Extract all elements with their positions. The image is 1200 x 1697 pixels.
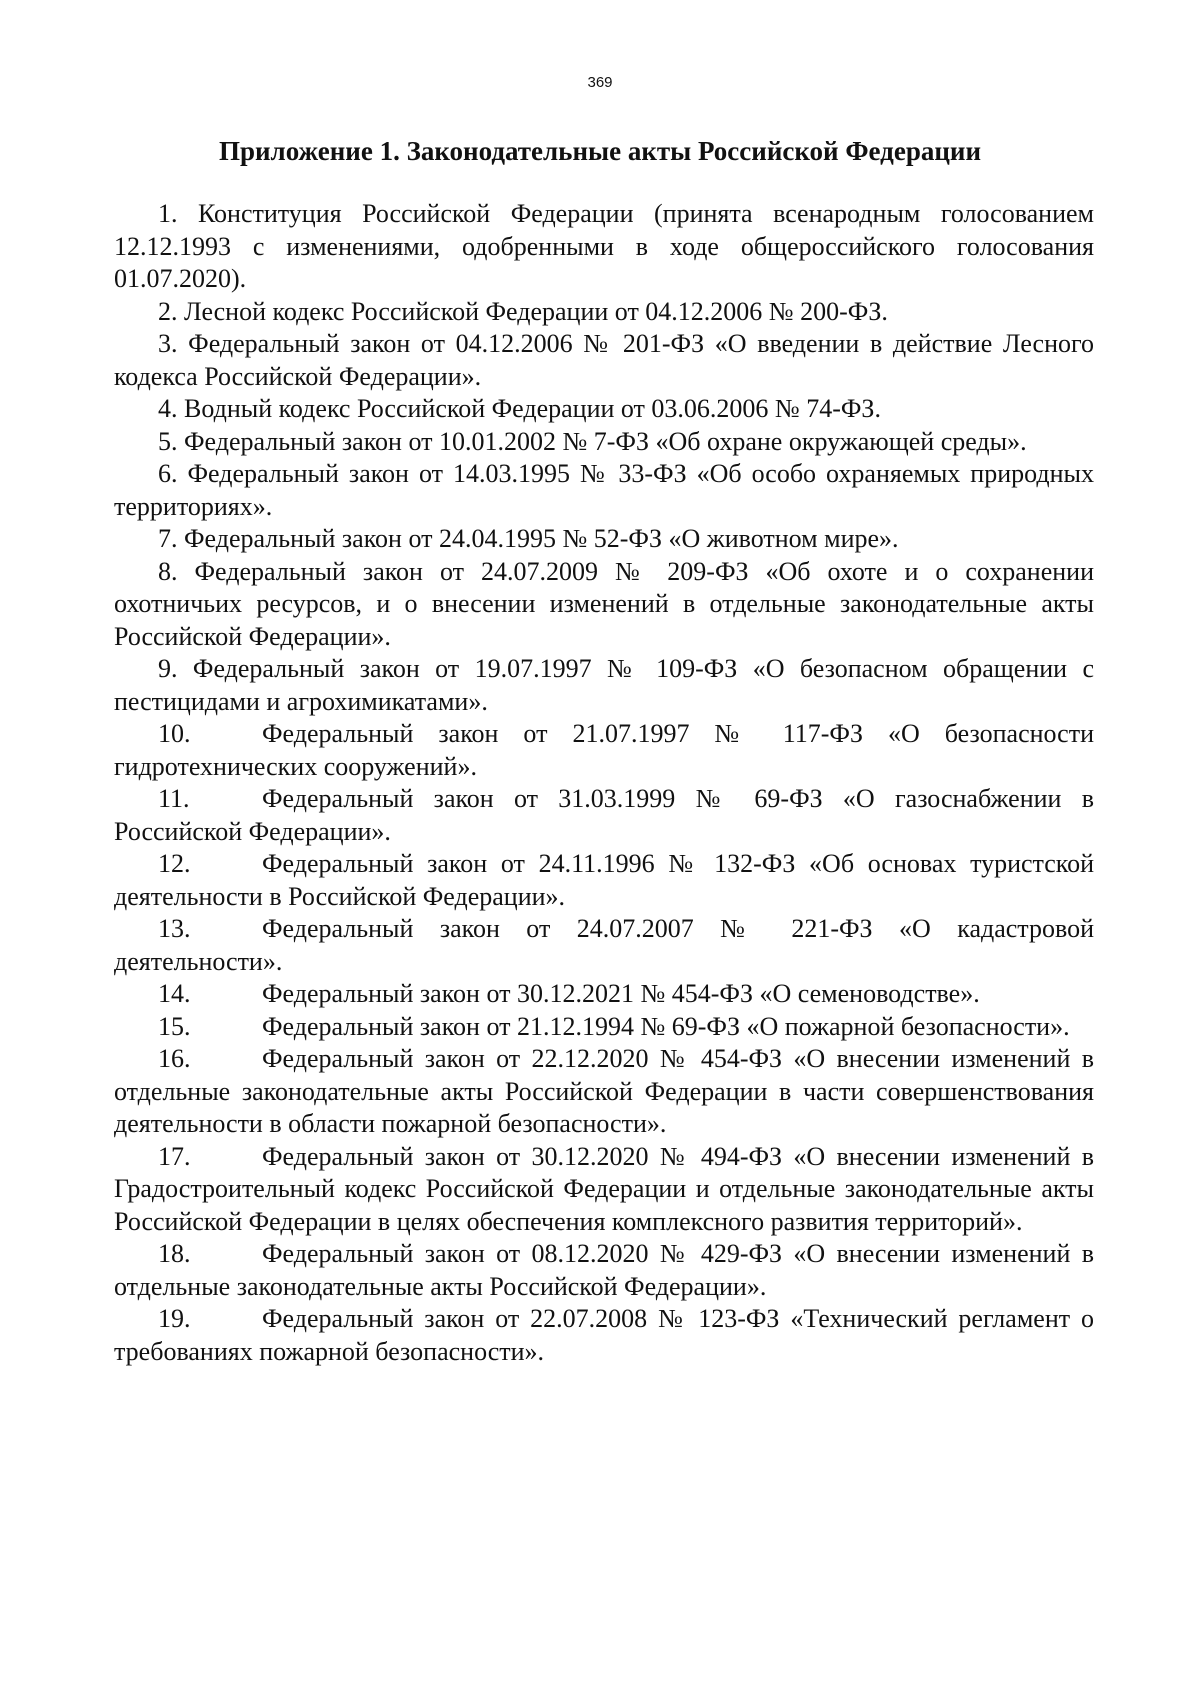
item-number: 3. <box>158 329 178 358</box>
item-text: Федеральный закон от 22.07.2008 № 123-ФЗ «Технический регламент о требованиях пожарной безопасности». <box>114 1304 1094 1366</box>
list-item <box>114 978 1094 1011</box>
item-number: 10. <box>158 719 191 748</box>
list-item <box>114 458 1094 523</box>
item-number: 12. <box>158 849 191 878</box>
list-item <box>114 198 1094 296</box>
item-number: 5. <box>158 426 178 456</box>
item-number: 14. <box>158 979 191 1008</box>
item-text: Федеральный закон от 14.03.1995 № 33-ФЗ «Об особо охраняемых природных территориях». <box>114 459 1094 521</box>
item-number: 13. <box>158 914 191 943</box>
item-text: Водный кодекс Российской Федерации от 03.06.2006 № 74-ФЗ. <box>184 394 881 423</box>
item-number: 18. <box>158 1239 191 1268</box>
item-text: Федеральный закон от 31.03.1999 № 69-ФЗ «О газоснабжении в Российской Федерации». <box>114 784 1094 846</box>
item-text: Конституция Российской Федерации (принята всенародным голосованием 12.12.1993 с изменениями, одобренными в ходе общероссийского голосования 01.07.2020). <box>114 199 1094 293</box>
item-number: 9. <box>158 654 178 683</box>
item-text: Федеральный закон от 24.07.2009 № 209-ФЗ «Об охоте и о сохранении охотничьих ресурсов, и о внесении изменений в отдельные законодательные акты Российской Федерации». <box>114 556 1095 651</box>
item-text: Федеральный закон от 30.12.2021 № 454-ФЗ «О семеноводстве». <box>262 979 980 1008</box>
list-item <box>114 1238 1094 1303</box>
item-text: Федеральный закон от 30.12.2020 № 494-ФЗ «О внесении изменений в Градостроительный кодекс Российской Федерации и отдельные законодательные акты Российской Федерации в целях обеспечения комплексного развития территорий». <box>114 1141 1094 1236</box>
item-text: Федеральный закон от 24.11.1996 № 132-ФЗ «Об основах туристской деятельности в Российской Федерации». <box>114 849 1094 911</box>
list-item <box>114 556 1094 654</box>
item-text: Федеральный закон от 24.07.2007 № 221-ФЗ «О кадастровой деятельности». <box>114 914 1094 976</box>
list-item <box>114 913 1094 978</box>
list-item <box>114 1141 1094 1239</box>
page-title: Приложение 1. Законодательные акты Российской Федерации <box>218 136 982 166</box>
item-number: 2. <box>158 296 178 326</box>
list-item <box>114 1043 1094 1141</box>
item-number: 19. <box>158 1304 191 1333</box>
list-item <box>114 848 1094 913</box>
item-number: 11. <box>158 784 190 813</box>
item-number: 7. <box>158 524 178 553</box>
list-item <box>114 426 1094 459</box>
item-number: 17. <box>158 1141 191 1171</box>
item-text: Федеральный закон от 19.07.1997 № 109-ФЗ «О безопасном обращении с пестицидами и агрохимикатами». <box>114 654 1095 716</box>
list-item <box>114 1011 1094 1044</box>
list-item <box>114 296 1094 329</box>
item-number: 1. <box>158 199 178 228</box>
list-item <box>114 328 1094 393</box>
item-text: Федеральный закон от 22.12.2020 № 454-ФЗ «О внесении изменений в отдельные законодательные акты Российской Федерации в части совершенствования деятельности в области пожарной безопасности». <box>114 1044 1094 1138</box>
list-item <box>114 718 1094 783</box>
list-item <box>114 783 1094 848</box>
item-text: Федеральный закон от 10.01.2002 № 7-ФЗ «Об охране окружающей среды». <box>184 426 1027 456</box>
item-text: Федеральный закон от 21.12.1994 № 69-ФЗ «О пожарной безопасности». <box>262 1011 1070 1041</box>
list-item <box>114 393 1094 426</box>
item-number: 4. <box>158 394 178 423</box>
list-item <box>114 523 1094 556</box>
list-item <box>114 1303 1094 1368</box>
page-number: 369 <box>587 74 613 91</box>
list-item <box>114 653 1094 718</box>
item-text: Федеральный закон от 04.12.2006 № 201-ФЗ «О введении в действие Лесного кодекса Российской Федерации». <box>114 329 1095 391</box>
item-text: Федеральный закон от 08.12.2020 № 429-ФЗ «О внесении изменений в отдельные законодательные акты Российской Федерации». <box>114 1239 1094 1301</box>
item-text: Федеральный закон от 21.07.1997 № 117-ФЗ «О безопасности гидротехнических сооружений». <box>114 719 1094 781</box>
item-text: Федеральный закон от 24.04.1995 № 52-ФЗ «О животном мире». <box>184 524 899 553</box>
item-number: 15. <box>158 1011 191 1041</box>
item-number: 8. <box>158 556 178 586</box>
item-number: 6. <box>158 459 178 488</box>
item-number: 16. <box>158 1044 191 1073</box>
law-list <box>114 198 1094 1368</box>
item-text: Лесной кодекс Российской Федерации от 04.12.2006 № 200-ФЗ. <box>184 296 888 326</box>
